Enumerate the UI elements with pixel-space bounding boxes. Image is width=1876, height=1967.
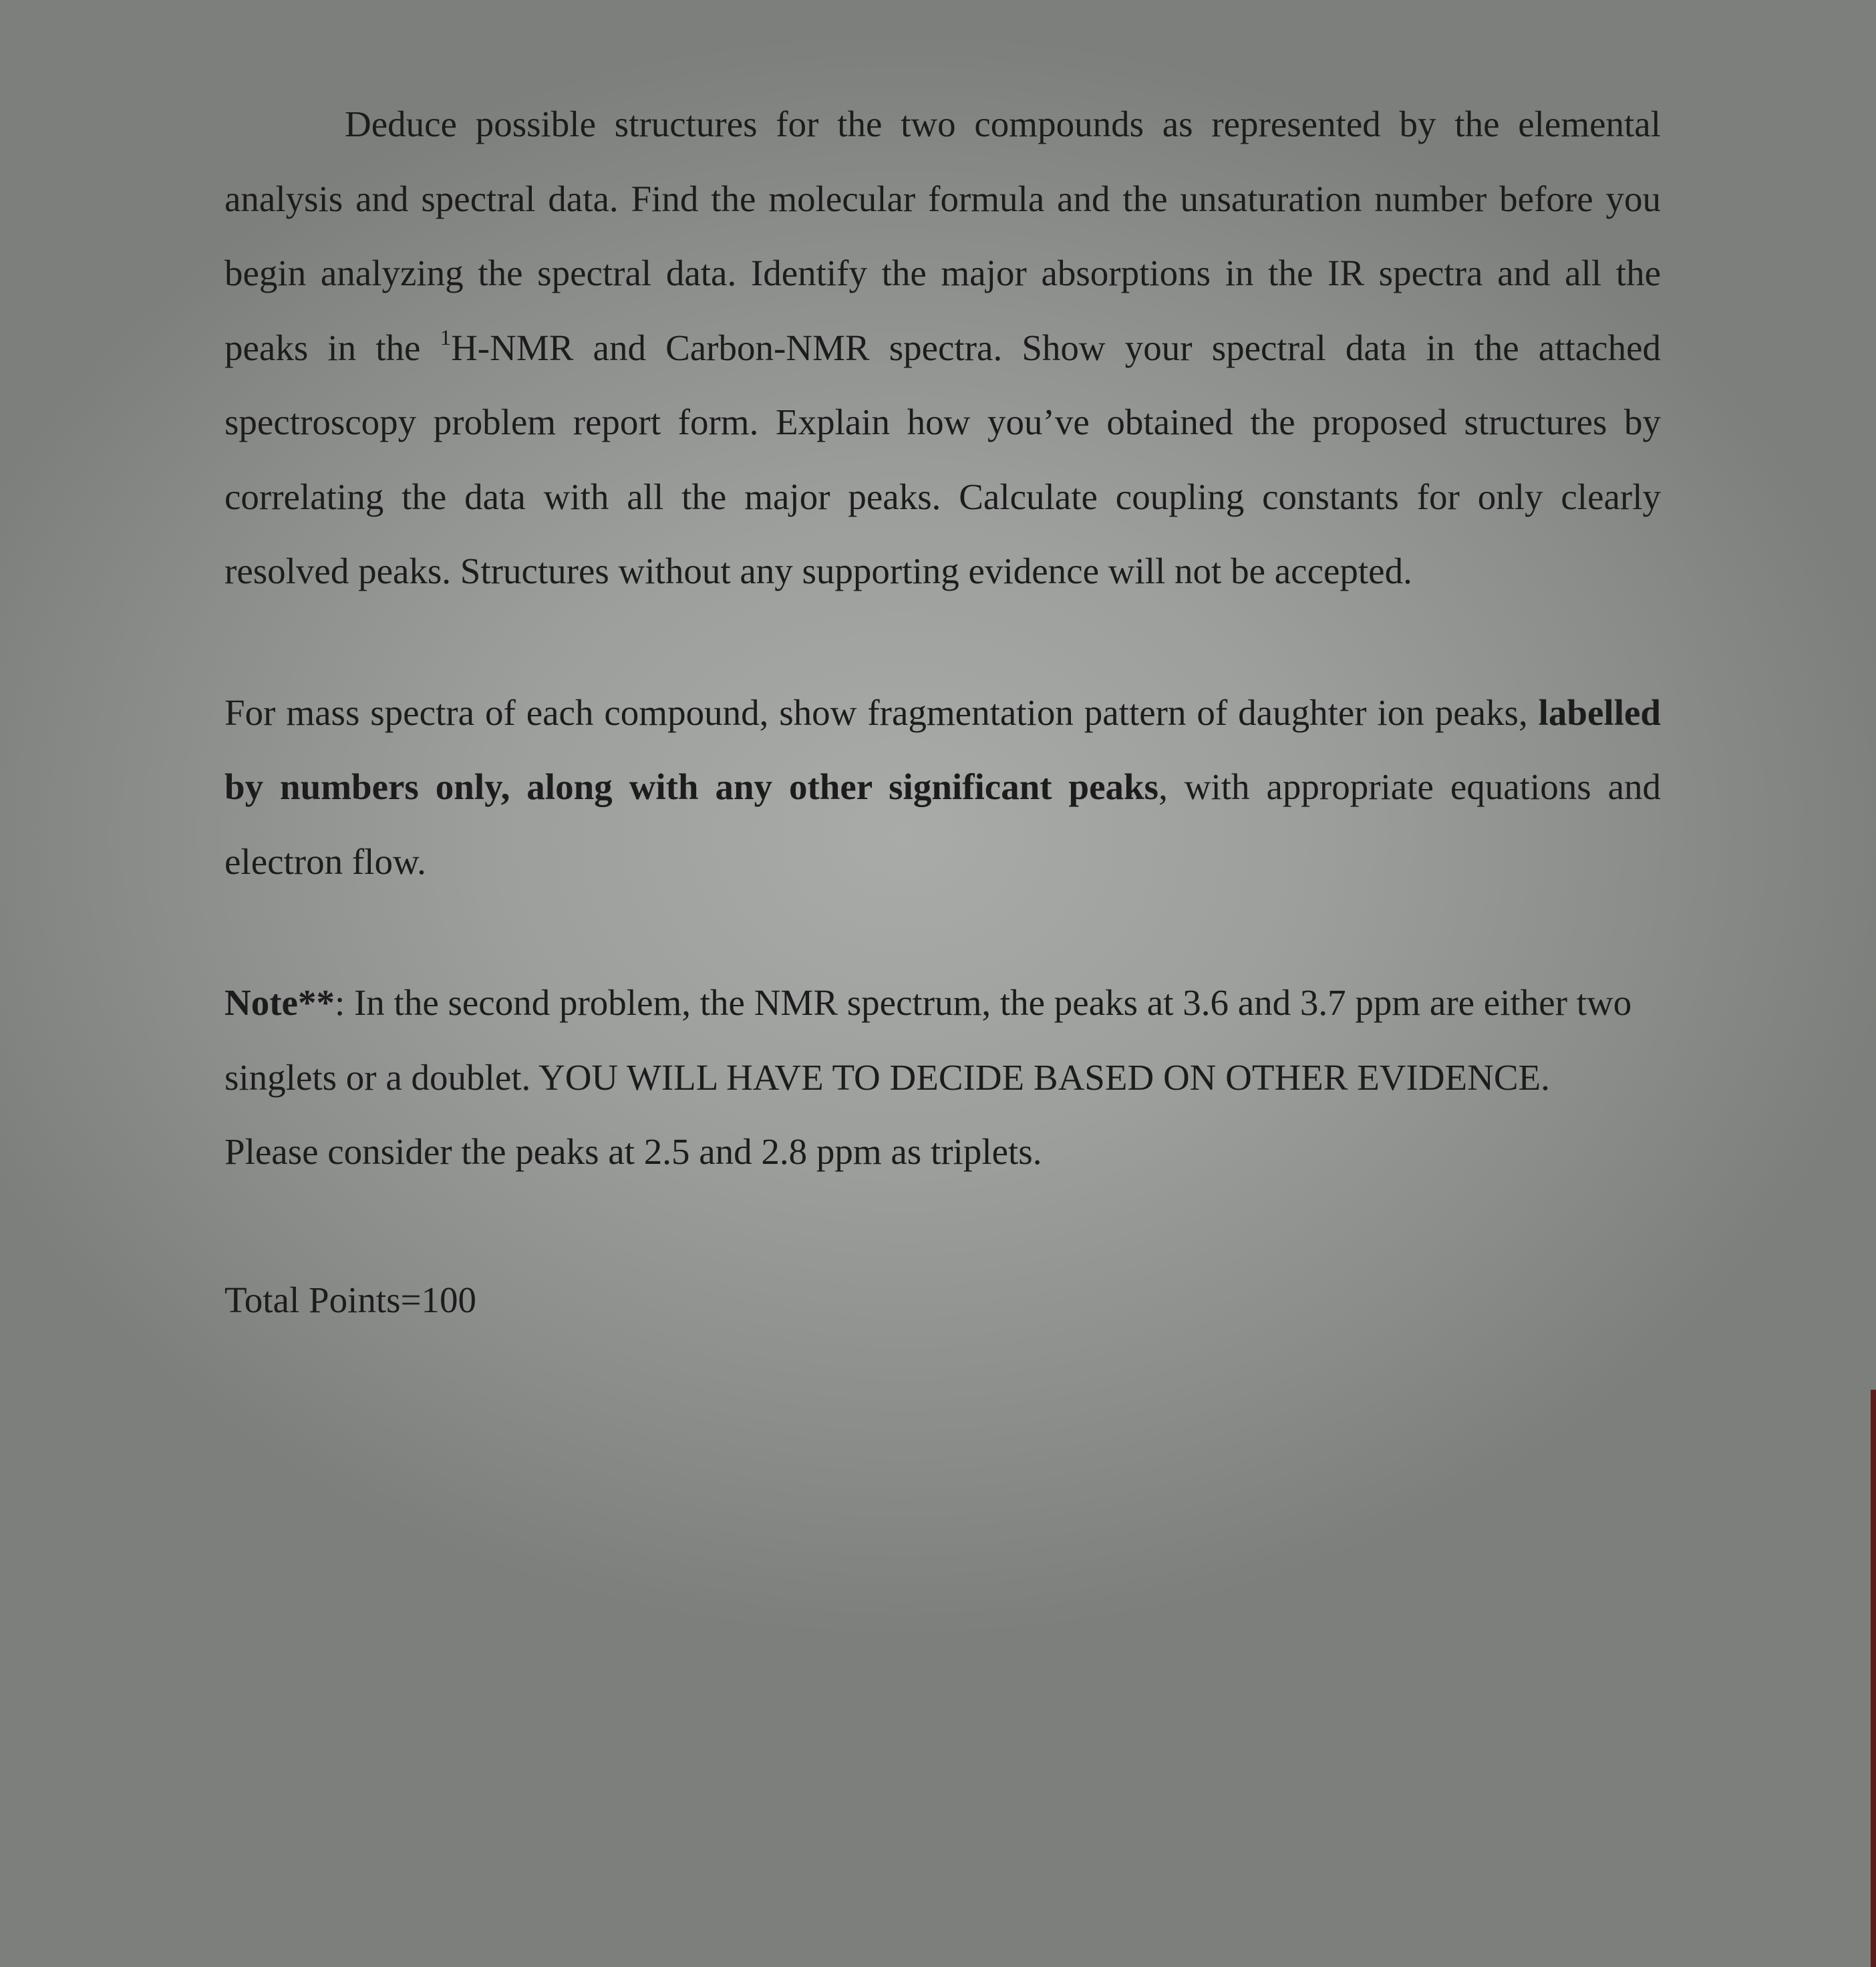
mass-spectra-paragraph — [224, 675, 1661, 899]
note-label: Note** — [224, 982, 335, 1023]
mass-spectra-bold-text: labelled by numbers only, along with any other significant peaks — [224, 692, 1661, 807]
instructions-paragraph — [224, 87, 1661, 609]
page-edge — [1871, 1390, 1876, 1967]
note-paragraph — [224, 965, 1661, 1189]
note-line-1: : In the second problem, the NMR spectrum, the peaks at 3.6 and 3.7 ppm are either two singlets or a doublet. — [224, 982, 1632, 1098]
instructions-text-2: H-NMR and Carbon-NMR spectra. Show your spectral data in the attached spectroscopy problem report form. Explain how you’ve obtained the proposed structures by correlating the data with all the major peaks. Calculate coupling constants for only clearly resolved peaks. Structures without any supporting evidence will not be accepted. — [224, 327, 1662, 591]
total-points: Total Points=100 — [224, 1279, 477, 1320]
document-body — [224, 87, 1661, 1337]
mass-spectra-text-1: For mass spectra of each compound, show fragmentation pattern of daughter ion peaks, — [224, 692, 1539, 733]
mass-spectra-text-2: , with appropriate equations and electron flow. — [224, 766, 1661, 882]
superscript-one: 1 — [440, 325, 452, 350]
note-line-3: Please consider the peaks at 2.5 and 2.8 ppm as triplets. — [224, 1131, 1042, 1172]
note-line-2: YOU WILL HAVE TO DECIDE BASED ON OTHER EVIDENCE. — [538, 1056, 1550, 1098]
instructions-text-1: Deduce possible structures for the two compounds as represented by the elemental analysis and spectral data. Find the molecular formula and the unsaturation number before you begin analyzing the spectral data. Identify the major absorptions in the IR spectra and all the peaks in the — [224, 104, 1661, 368]
